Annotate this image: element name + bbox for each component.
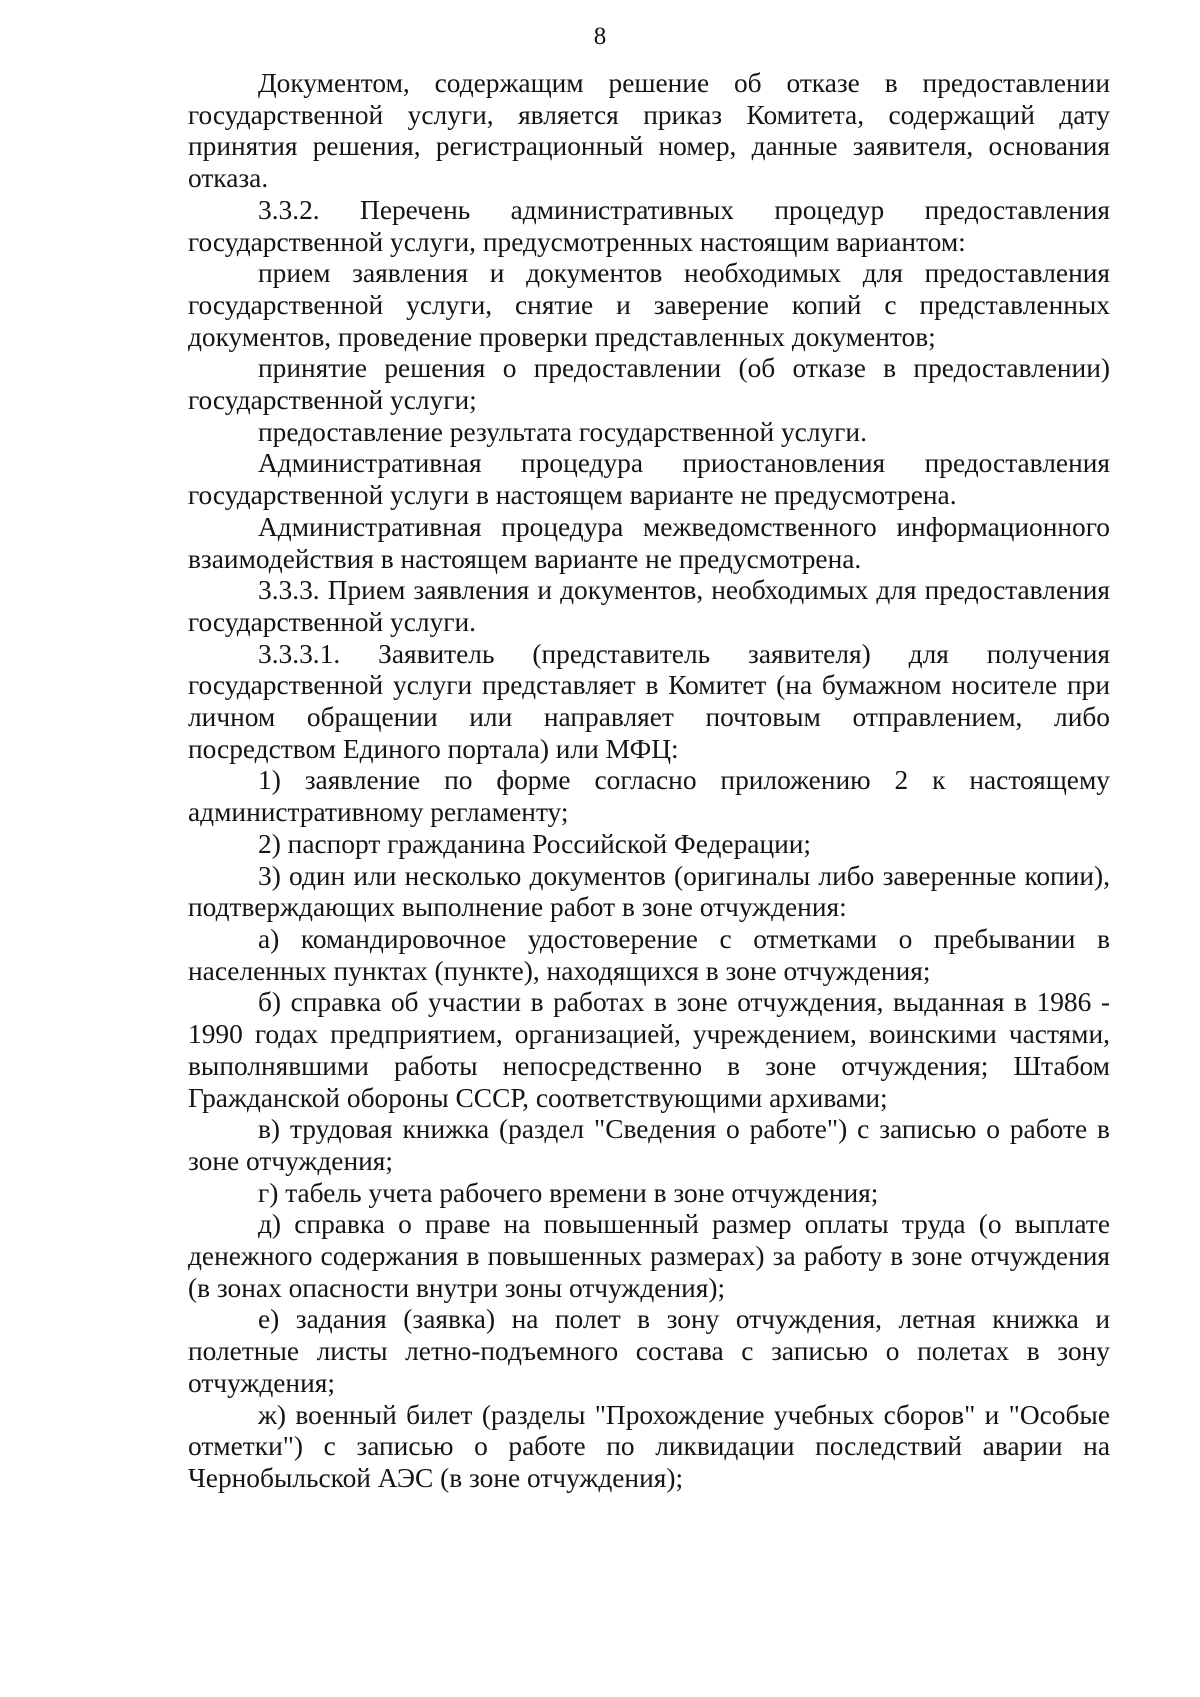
paragraph-3-3-3-reception-heading: 3.3.3. Прием заявления и документов, необходимых для предоставления государственной услуги. bbox=[188, 575, 1110, 637]
list-item-g-timesheet: г) табель учета рабочего времени в зоне отчуждения; bbox=[258, 1177, 879, 1208]
paragraph-refusal-document: Документом, содержащим решение об отказе в предоставлении государственной услуги, является приказ Комитета, содержащий дату принятия решения, регистрационный номер, данные заявителя, основания отказа. bbox=[188, 68, 1110, 194]
list-item-b-participation-certificate: б) справка об участии в работах в зоне отчуждения, выданная в 1986 - 1990 годах предприятием, организацией, учреждением, воинскими частями, выполнявшими работы непосредственно в зоне отчуждения; Штабом Гражданской обороны СССР, соответствующими архивами; bbox=[188, 987, 1110, 1113]
list-item-2-passport: 2) паспорт гражданина Российской Федерации; bbox=[258, 828, 812, 859]
paragraph-interagency-not-provided: Административная процедура межведомственного информационного взаимодействия в настоящем варианте не предусмотрена. bbox=[188, 511, 1110, 574]
paragraph-suspension-not-provided: Административная процедура приостановления предоставления государственной услуги в настоящем варианте не предусмотрена. bbox=[188, 448, 1110, 511]
paragraph-procedure-decision: принятие решения о предоставлении (об отказе в предоставлении) государственной услуги; bbox=[188, 353, 1110, 416]
paragraph-procedure-result: предоставление результата государственной услуги. bbox=[258, 416, 867, 447]
list-item-d-increased-pay-certificate: д) справка о праве на повышенный размер оплаты труда (о выплате денежного содержания в повышенных размерах) за работу в зоне отчуждения (в зонах опасности внутри зоны отчуждения); bbox=[188, 1209, 1110, 1303]
paragraph-3-3-2-procedures-list: 3.3.2. Перечень административных процедур предоставления государственной услуги, предусмотренных настоящим вариантом: bbox=[188, 194, 1110, 257]
page-number: 8 bbox=[593, 23, 607, 50]
list-item-e-flight-tasks: е) задания (заявка) на полет в зону отчуждения, летная книжка и полетные листы летно-подъемного состава с записью о полетах в зону отчуждения; bbox=[188, 1304, 1110, 1398]
list-item-3-work-documents: 3) один или несколько документов (оригиналы либо заверенные копии), подтверждающих выполнение работ в зоне отчуждения: bbox=[188, 860, 1110, 923]
list-item-1-application: 1) заявление по форме согласно приложению 2 к настоящему административному регламенту; bbox=[188, 765, 1110, 828]
list-item-v-work-record-book: в) трудовая книжка (раздел "Сведения о работе") с записью о работе в зоне отчуждения; bbox=[188, 1114, 1110, 1176]
list-item-a-travel-certificate: а) командировочное удостоверение с отметками о пребывании в населенных пунктах (пункте), находящихся в зоне отчуждения; bbox=[188, 923, 1110, 986]
paragraph-3-3-3-1-applicant-submits: 3.3.3.1. Заявитель (представитель заявителя) для получения государственной услуги представляет в Комитет (на бумажном носителе при личном обращении или направляет почтовым отправлением, либо посредством Единого портала) или МФЦ: bbox=[188, 638, 1110, 764]
paragraph-procedure-reception: прием заявления и документов необходимых для предоставления государственной услуги, снятие и заверение копий с представленных документов, проведение проверки представленных документов; bbox=[188, 258, 1110, 352]
list-item-zh-military-id: ж) военный билет (разделы "Прохождение учебных сборов" и "Особые отметки") с записью о работе по ликвидации последствий аварии на Чернобыльской АЭС (в зоне отчуждения); bbox=[188, 1399, 1110, 1493]
document-body bbox=[188, 68, 1110, 1495]
